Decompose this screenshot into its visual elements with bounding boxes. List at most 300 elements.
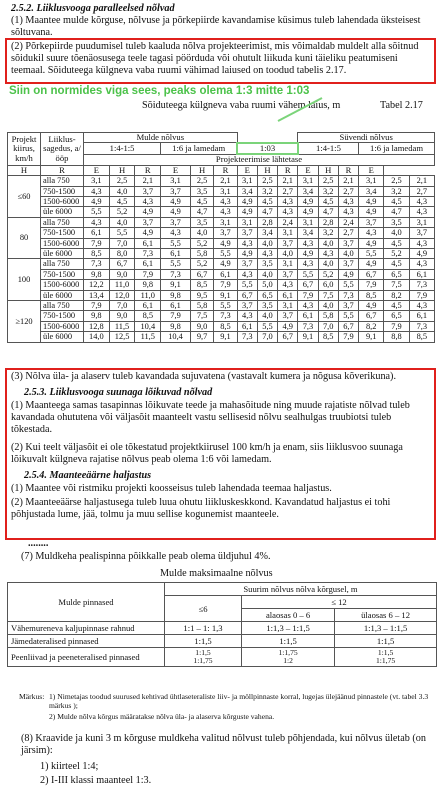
value-cell: 4,9 [278, 321, 298, 331]
value-cell: 3,1 [359, 176, 384, 186]
value-cell: 7,3 [84, 259, 110, 269]
value-cell: 4,3 [409, 259, 434, 269]
value-cell: 4,7 [318, 207, 338, 217]
value-cell: 4,3 [338, 207, 358, 217]
value-cell: 7,3 [161, 269, 191, 279]
value-cell: 3,5 [190, 217, 213, 227]
group-cut-header: Süvendi nõlvus [298, 133, 435, 143]
value-cell: 6,1 [135, 301, 161, 311]
value-cell: 3,4 [298, 228, 318, 238]
value-cell: 4,0 [318, 301, 338, 311]
col-speed-header: Projekt kiirus, km/h [8, 133, 41, 166]
value-cell: 3,7 [237, 259, 257, 269]
paragraph-252-1: (1) Maantee mulde kõrguse, nõlvuse ja põrkepiirde kavandamise küsimus tuleb lahendada üksteisest sõltuvana. [11, 15, 421, 39]
value-cell: 4,3 [359, 228, 384, 238]
value-cell: 7,3 [214, 311, 237, 321]
value-cell: 3,1 [278, 228, 298, 238]
table-row [8, 321, 435, 331]
value-cell: 10,4 [161, 332, 191, 342]
slope-fraction-cell [335, 648, 437, 667]
value-cell: 5,0 [257, 280, 277, 290]
value-cell: 2,5 [190, 176, 213, 186]
value-cell: 3,7 [214, 228, 237, 238]
numerator: 1:1,5 [195, 648, 211, 657]
value-cell: 3,1 [298, 176, 318, 186]
value-cell: 5,8 [190, 248, 213, 258]
value-cell: 11,5 [109, 321, 135, 331]
value-cell: 4,3 [214, 207, 237, 217]
slope-cell: 1:1,5 [165, 635, 242, 648]
value-cell: 2,5 [109, 176, 135, 186]
paragraph-3: (3) Nõlva üla- ja alaserv tuleb kavandada sujuvatena (vastavalt kumera ja nõgusa kõverikuna). [11, 371, 396, 382]
value-cell: 4,9 [237, 207, 257, 217]
value-cell: 5,5 [161, 259, 191, 269]
value-cell: 7,3 [298, 321, 318, 331]
value-cell: 3,1 [214, 186, 237, 196]
ellipsis: ........ [28, 538, 49, 549]
traffic-cell: alla 750 [41, 301, 84, 311]
value-cell: 3,4 [359, 186, 384, 196]
value-cell: 5,5 [84, 207, 110, 217]
value-cell: 4,3 [237, 269, 257, 279]
value-cell: 4,3 [409, 301, 434, 311]
value-cell: 3,2 [384, 186, 409, 196]
value-cell: 5,5 [338, 280, 358, 290]
value-cell: 6,7 [190, 269, 213, 279]
sub-header-lower: alaosas 0 – 6 [242, 609, 335, 622]
value-cell: 3,1 [214, 217, 237, 227]
value-cell: 2,5 [257, 176, 277, 186]
value-cell: 14,0 [84, 332, 110, 342]
slope-cell: 1:1 – 1: 1,3 [165, 622, 242, 635]
value-cell: 4,9 [214, 259, 237, 269]
slope-cell: 1:1,3 – 1:1,5 [242, 622, 335, 635]
table-row [8, 311, 435, 321]
slope-header-highlighted: 1:03 [237, 143, 298, 154]
value-cell: 4,9 [359, 259, 384, 269]
table-row [8, 207, 435, 217]
value-cell: 7,0 [109, 301, 135, 311]
value-cell: 4,9 [237, 248, 257, 258]
value-cell: 10,4 [135, 321, 161, 331]
value-cell: 4,5 [109, 196, 135, 206]
slope-header: 1:6 ja lamedam [161, 143, 238, 154]
value-cell: 3,7 [278, 269, 298, 279]
value-cell: 2,5 [384, 176, 409, 186]
value-cell: 3,5 [257, 301, 277, 311]
value-cell: 3,7 [278, 311, 298, 321]
table-row [8, 186, 435, 196]
table-row [8, 196, 435, 206]
value-cell: 4,3 [298, 301, 318, 311]
value-cell: 4,0 [257, 238, 277, 248]
value-cell: 4,3 [161, 228, 191, 238]
speed-cell: ≤60 [8, 176, 41, 218]
value-cell: 4,5 [384, 301, 409, 311]
table-row [8, 176, 435, 186]
value-cell: 9,1 [161, 280, 191, 290]
value-cell: 6,7 [359, 311, 384, 321]
value-cell: 5,5 [298, 269, 318, 279]
value-cell: 4,5 [384, 238, 409, 248]
value-cell: 3,5 [384, 217, 409, 227]
value-cell: 5,2 [190, 238, 213, 248]
slope-cell: 1:1,5 [335, 635, 437, 648]
slope-fraction-cell [242, 648, 335, 667]
value-cell: 3,7 [237, 301, 257, 311]
level-header: H [318, 165, 338, 175]
value-cell: 6,7 [298, 280, 318, 290]
col-traffic-header: Liiklus- sagedus, a/ööp [41, 133, 84, 166]
value-cell: 4,9 [135, 228, 161, 238]
value-cell: 4,5 [190, 196, 213, 206]
value-cell: 9,0 [190, 321, 213, 331]
value-cell: 12,5 [109, 332, 135, 342]
value-cell: 6,5 [257, 290, 277, 300]
value-cell: 2,7 [278, 186, 298, 196]
paragraph-252-2: (2) Põrkepiirde puudumisel tuleb kaaluda nõlva projekteerimist, mis võimaldab muldelt alla sõitnud sõidukil suure tõenäosusega teele tagasi pöörduda või ohutult liikuda kuni täieliku peatumiseni teemaal. Sõiduteega külgneva vaba ruumi vähimad laiused on toodud tabelis 2.17. [11, 41, 419, 77]
level-header: H [8, 165, 41, 175]
value-cell: 8,0 [109, 248, 135, 258]
value-cell: 3,7 [338, 238, 358, 248]
value-cell: 7,9 [161, 311, 191, 321]
value-cell: 7,9 [84, 238, 110, 248]
traffic-cell: alla 750 [41, 217, 84, 227]
value-cell: 7,9 [135, 269, 161, 279]
value-cell: 4,3 [278, 196, 298, 206]
value-cell: 3,1 [409, 217, 434, 227]
value-cell: 6,5 [384, 269, 409, 279]
value-cell: 6,7 [237, 290, 257, 300]
value-cell: 7,3 [338, 290, 358, 300]
value-cell: 3,5 [257, 259, 277, 269]
value-cell: 4,3 [237, 311, 257, 321]
value-cell: 5,5 [359, 248, 384, 258]
value-cell: 2,7 [338, 186, 358, 196]
value-cell: 3,4 [298, 186, 318, 196]
value-cell: 4,9 [237, 196, 257, 206]
section-heading-254: 2.5.4. Maanteeäärne haljastus [24, 470, 152, 481]
value-cell: 4,3 [135, 196, 161, 206]
value-cell: 4,9 [161, 196, 191, 206]
table-row [8, 280, 435, 290]
value-cell: 9,7 [190, 332, 213, 342]
max-slope-table [7, 582, 437, 667]
value-cell: 6,7 [338, 321, 358, 331]
level-header: E [298, 165, 318, 175]
value-cell: 7,3 [409, 321, 434, 331]
annotation-note: Siin on normides viga sees, peaks olema 1:3 mitte 1:03 [9, 85, 310, 97]
denominator: 1:1,75 [375, 656, 396, 665]
section-heading-253: 2.5.3. Liiklusvooga suunaga lõikuvad nõlvad [24, 387, 213, 398]
value-cell: 4,0 [190, 228, 213, 238]
value-cell: 3,1 [161, 176, 191, 186]
level-header: R [338, 165, 358, 175]
note-1: 1) Nimetajas toodud suurused kehtivad ühtlaseteraliste liiv- ja möllpinnaste korral, lugejas ülejäänud pinnastele (vt. tabel 3.3 märkus ); [49, 692, 429, 710]
value-cell: 5,5 [257, 321, 277, 331]
value-cell: 3,7 [278, 238, 298, 248]
value-cell: 2,8 [318, 217, 338, 227]
le12-header: ≤ 12 [242, 596, 437, 609]
value-cell: 3,7 [338, 259, 358, 269]
table-row [8, 259, 435, 269]
traffic-cell: üle 6000 [41, 290, 84, 300]
value-cell: 3,7 [409, 228, 434, 238]
value-cell: 6,1 [409, 311, 434, 321]
value-cell: 6,1 [409, 269, 434, 279]
value-cell: 8,2 [384, 290, 409, 300]
value-cell: 12,8 [84, 321, 110, 331]
value-cell: 9,1 [298, 332, 318, 342]
value-cell: 4,7 [190, 207, 213, 217]
value-cell: 4,3 [318, 248, 338, 258]
value-cell: 9,8 [84, 311, 110, 321]
value-cell: 9,1 [214, 332, 237, 342]
value-cell: 4,9 [214, 238, 237, 248]
value-cell: 3,7 [237, 228, 257, 238]
value-cell: 4,9 [161, 207, 191, 217]
value-cell: 4,0 [278, 248, 298, 258]
material-name: Vähemureneva kaljupinnase rahnud [8, 622, 165, 635]
table-row [8, 217, 435, 227]
material-name: Peenliivad ja peeneteralised pinnased [8, 648, 165, 667]
value-cell: 8,5 [359, 290, 384, 300]
value-cell: 7,9 [214, 280, 237, 290]
value-cell: 3,5 [190, 186, 213, 196]
denominator: 1:1,75 [193, 656, 213, 665]
level-header: H [190, 165, 213, 175]
slope-fraction-cell [165, 648, 242, 667]
value-cell: 7,9 [298, 290, 318, 300]
section-heading-252: 2.5.2. Liiklusvooga paralleelsed nõlvad [11, 3, 175, 14]
table-row [8, 269, 435, 279]
value-cell: 2,7 [409, 186, 434, 196]
value-cell: 3,1 [298, 217, 318, 227]
slope-cell: 1:1,5 [242, 635, 335, 648]
slope-header: 1:6 ja lamedam [359, 143, 435, 154]
value-cell: 3,7 [338, 301, 358, 311]
value-cell: 7,3 [135, 248, 161, 258]
value-cell: 4,0 [257, 269, 277, 279]
value-cell: 2,1 [214, 176, 237, 186]
table-row [8, 332, 435, 342]
value-cell: 7,0 [109, 238, 135, 248]
value-cell: 4,5 [318, 196, 338, 206]
value-cell: 4,9 [359, 238, 384, 248]
paragraph-253-1: (1) Maanteega samas tasapinnas lõikuvate teede ja mahasõitude ning muude rajatiste nõlvad tuleb kavandada ohututena või väljasõit maanteelt vastu sellisesid nõlvu sealhulgas truubiotsi tuleb tõkestada. [11, 400, 410, 436]
value-cell: 11,0 [109, 280, 135, 290]
value-cell: 4,9 [84, 196, 110, 206]
note-2: 2) Mulde nõlva kõrgus määratakse nõlva üla- ja alaserva kõrguste vahena. [49, 712, 275, 721]
table-row [8, 301, 435, 311]
value-cell: 8,2 [359, 321, 384, 331]
value-cell: 13,4 [84, 290, 110, 300]
slope-header: 1:4-1:5 [84, 143, 161, 154]
table2-title: Mulde maksimaalne nõlvus [160, 568, 273, 579]
value-cell: 2,1 [338, 176, 358, 186]
value-cell: 2,1 [278, 176, 298, 186]
value-cell: 7,9 [384, 321, 409, 331]
material-name: Jämedateralised pinnased [8, 635, 165, 648]
traffic-cell: üle 6000 [41, 248, 84, 258]
list-item: 1) kiirteel 1:4; [40, 761, 99, 772]
value-cell: 7,9 [359, 280, 384, 290]
task-header: Projekteerimise lähtetase [84, 154, 435, 165]
value-cell: 9,8 [161, 321, 191, 331]
value-cell: 2,7 [338, 228, 358, 238]
value-cell: 3,7 [161, 186, 191, 196]
table-row [8, 248, 435, 258]
value-cell: 8,5 [190, 280, 213, 290]
value-cell: 4,3 [84, 186, 110, 196]
value-cell: 7,3 [409, 280, 434, 290]
level-header: R [214, 165, 237, 175]
traffic-cell: üle 6000 [41, 207, 84, 217]
value-cell: 5,2 [318, 269, 338, 279]
value-cell: 6,7 [109, 259, 135, 269]
value-cell: 4,3 [338, 196, 358, 206]
value-cell: 7,5 [190, 311, 213, 321]
level-header: E [237, 165, 257, 175]
value-cell: 8,5 [214, 321, 237, 331]
value-cell: 4,9 [409, 248, 434, 258]
value-cell: 5,8 [190, 301, 213, 311]
value-cell: 7,0 [318, 321, 338, 331]
value-cell: 5,2 [384, 248, 409, 258]
value-cell: 5,8 [318, 311, 338, 321]
value-cell: 3,1 [84, 176, 110, 186]
value-cell: 6,1 [278, 290, 298, 300]
slope-cell: 1:1,3 – 1:1,5 [335, 622, 437, 635]
table-label: Tabel 2.17 [380, 100, 423, 111]
value-cell: 3,1 [237, 176, 257, 186]
value-cell: 6,0 [318, 280, 338, 290]
value-cell: 9,8 [135, 280, 161, 290]
value-cell: 8,5 [409, 332, 434, 342]
paragraph-8: (8) Kraavide ja kuni 3 m kõrguse muldkeha valitud nõlvust tuleb põhjendada, kui nõlvus ületab (on järsim): [21, 733, 426, 757]
value-cell: 4,3 [298, 259, 318, 269]
value-cell: 4,3 [409, 238, 434, 248]
value-cell: 9,0 [109, 269, 135, 279]
value-cell: 3,4 [237, 186, 257, 196]
traffic-cell: 1500-6000 [41, 280, 84, 290]
value-cell: 3,7 [135, 217, 161, 227]
slope-header: 1:4-1:5 [298, 143, 359, 154]
value-cell: 7,0 [257, 332, 277, 342]
value-cell: 3,2 [318, 228, 338, 238]
value-cell: 8,5 [84, 248, 110, 258]
value-cell: 6,1 [84, 228, 110, 238]
list-item: 2) I-III klassi maanteel 1:3. [40, 775, 152, 786]
value-cell: 2,4 [278, 217, 298, 227]
group-fill-header: Mulde nõlvus [84, 133, 238, 143]
value-cell: 3,1 [237, 217, 257, 227]
value-cell: 5,5 [237, 280, 257, 290]
note-label: Märkus: [19, 692, 45, 701]
level-header: H [109, 165, 135, 175]
numerator: 1:1,75 [278, 648, 298, 657]
value-cell: 11,0 [135, 290, 161, 300]
value-cell: 4,3 [298, 238, 318, 248]
value-cell: 6,1 [161, 248, 191, 258]
value-cell: 2,5 [318, 176, 338, 186]
level-header: E [161, 165, 191, 175]
table-row [8, 238, 435, 248]
value-cell: 4,9 [359, 207, 384, 217]
value-cell: 3,7 [161, 217, 191, 227]
traffic-cell: 1500-6000 [41, 321, 84, 331]
denominator: 1:2 [283, 656, 293, 665]
value-cell: 8,5 [318, 332, 338, 342]
value-cell: 4,7 [257, 207, 277, 217]
slope-width-table [7, 132, 435, 343]
value-cell: 4,9 [298, 248, 318, 258]
value-cell: 3,4 [257, 228, 277, 238]
col-material-header: Mulde pinnased [8, 583, 165, 622]
value-cell: 7,9 [338, 332, 358, 342]
value-cell: 9,1 [359, 332, 384, 342]
value-cell: 4,9 [135, 207, 161, 217]
level-header: E [84, 165, 110, 175]
value-cell: 6,7 [359, 269, 384, 279]
value-cell: 4,0 [318, 259, 338, 269]
value-cell: 12,2 [84, 280, 110, 290]
value-cell: 4,5 [384, 196, 409, 206]
speed-cell: 80 [8, 217, 41, 259]
value-cell: 4,9 [359, 301, 384, 311]
value-cell: 9,8 [161, 290, 191, 300]
value-cell: 6,5 [384, 311, 409, 321]
value-cell: 11,5 [135, 332, 161, 342]
value-cell: 7,9 [409, 290, 434, 300]
value-cell: 4,9 [298, 196, 318, 206]
value-cell: 5,5 [214, 248, 237, 258]
value-cell: 2,1 [135, 176, 161, 186]
le6-header: ≤6 [165, 596, 242, 622]
value-cell: 5,5 [161, 238, 191, 248]
value-cell: 6,1 [214, 269, 237, 279]
value-cell: 7,9 [84, 301, 110, 311]
value-cell: 6,1 [135, 259, 161, 269]
value-cell: 4,5 [257, 196, 277, 206]
traffic-cell: 750-1500 [41, 269, 84, 279]
value-cell: 9,5 [190, 290, 213, 300]
value-cell: 4,0 [257, 311, 277, 321]
value-cell: 3,1 [278, 259, 298, 269]
value-cell: 2,8 [257, 217, 277, 227]
traffic-cell: 750-1500 [41, 186, 84, 196]
value-cell: 4,3 [214, 196, 237, 206]
paragraph-253-2: (2) Kui teelt väljasõit ei ole tõkestatud projektkiirusel 100 km/h ja enam, siis liiklusvoo suunaga lõikuvalt külgneva rajatise nõlvus peab olema 1:6 või lamedam. [11, 442, 403, 466]
numerator: 1:1,5 [377, 648, 394, 657]
value-cell: 4,3 [278, 207, 298, 217]
value-cell: 4,0 [109, 217, 135, 227]
speed-cell: 100 [8, 259, 41, 301]
traffic-cell: alla 750 [41, 259, 84, 269]
value-cell: 4,5 [384, 259, 409, 269]
table-row [8, 228, 435, 238]
value-cell: 6,7 [278, 332, 298, 342]
annotation-pointer [220, 96, 330, 126]
value-cell: 3,1 [278, 301, 298, 311]
value-cell: 5,5 [109, 228, 135, 238]
value-cell: 3,2 [257, 186, 277, 196]
sub-header-upper: ülaosas 6 – 12 [335, 609, 437, 622]
value-cell: 3,2 [318, 186, 338, 196]
col-height-header: Suurim nõlvus nõlva kõrgusel, m [165, 583, 437, 596]
value-cell: 4,3 [409, 207, 434, 217]
value-cell: 6,1 [298, 311, 318, 321]
